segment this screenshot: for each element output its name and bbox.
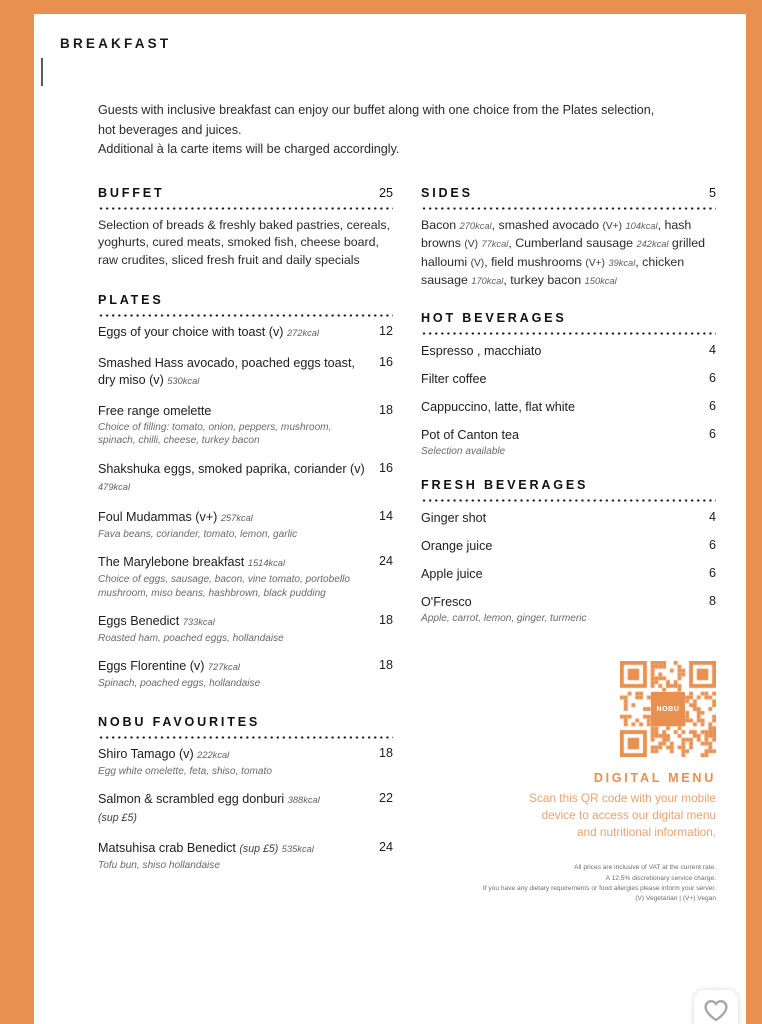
fineprint-line-2: A 12.5% discretionary service charge. bbox=[605, 874, 716, 882]
sides-description: Bacon 270kcal, smashed avocado (V+) 104kcal, hash browns (V) 77kcal, Cumberland sausage 242kcal grilled halloumi (V), field mushrooms (V+) 39kcal, chicken sausage 170kcal, turkey bacon 150kcal bbox=[421, 217, 705, 287]
fineprint bbox=[421, 863, 716, 904]
menu-item-name: The Marylebone breakfast 1514kcal bbox=[98, 555, 286, 570]
menu-item-row bbox=[98, 403, 393, 420]
sides-title: SIDES bbox=[421, 185, 473, 200]
hot-beverages-header bbox=[421, 311, 716, 325]
intro-paragraph bbox=[98, 101, 722, 160]
menu-item-price: 6 bbox=[708, 426, 716, 441]
menu-item-price: 6 bbox=[708, 398, 716, 413]
divider-dots bbox=[98, 736, 393, 739]
menu-item-row bbox=[98, 746, 393, 764]
plates-title: PLATES bbox=[98, 293, 164, 307]
intro-line-1: Guests with inclusive breakfast can enjoy our buffet along with one choice from the Plates selection, bbox=[98, 103, 655, 117]
menu-item bbox=[421, 566, 716, 583]
menu-item-price: 24 bbox=[378, 840, 393, 855]
menu-item-price: 14 bbox=[378, 508, 393, 523]
section-nobu-favourites bbox=[98, 715, 393, 873]
nobu-logo: NOBU bbox=[651, 692, 685, 726]
menu-page bbox=[34, 14, 746, 1024]
menu-columns bbox=[98, 186, 722, 905]
nobu-favourites-items bbox=[98, 746, 393, 873]
qr-code[interactable] bbox=[620, 661, 716, 757]
menu-item-price: 18 bbox=[378, 658, 393, 673]
page-title: BREAKFAST bbox=[60, 36, 172, 51]
menu-item-price: 22 bbox=[378, 791, 393, 806]
menu-item-description: Roasted ham, poached eggs, hollandaise bbox=[98, 633, 284, 645]
menu-item-price: 18 bbox=[378, 403, 393, 417]
menu-item bbox=[421, 399, 716, 416]
menu-item bbox=[98, 746, 393, 778]
menu-item-row bbox=[421, 427, 716, 444]
menu-item-row bbox=[421, 566, 716, 583]
menu-item-price: 4 bbox=[708, 509, 716, 524]
fineprint-line-3: If you have any dietary requirements or food allergies please inform your server. bbox=[482, 884, 716, 892]
fineprint-line-4: (V) Vegetarian | (V+) Vegan bbox=[635, 894, 716, 902]
menu-item-price: 4 bbox=[708, 342, 716, 357]
menu-item-name: Matsuhisa crab Benedict (sup £5) 535kcal bbox=[98, 841, 314, 856]
menu-item-row bbox=[98, 791, 393, 809]
menu-item-price: 6 bbox=[708, 370, 716, 385]
divider-dots bbox=[98, 314, 393, 317]
left-column bbox=[98, 186, 393, 905]
fresh-beverages-title: FRESH BEVERAGES bbox=[421, 477, 589, 492]
fineprint-line-1: All prices are inclusive of VAT at the current rate. bbox=[574, 864, 716, 872]
menu-item-price: 18 bbox=[378, 745, 393, 760]
heart-icon bbox=[703, 999, 729, 1022]
menu-item-description: Choice of eggs, sausage, bacon, vine tomato, portobello mushroom, miso beans, hashbrown, black pudding bbox=[98, 574, 350, 599]
menu-item-row bbox=[98, 840, 393, 858]
menu-item-price: 6 bbox=[708, 537, 716, 552]
section-plates bbox=[98, 293, 393, 691]
fresh-beverages-items bbox=[421, 510, 716, 625]
menu-item-description: Choice of filling: tomato, onion, peppers, mushroom, spinach, chilli, cheese, turkey bacon bbox=[98, 422, 332, 447]
menu-item bbox=[98, 840, 393, 872]
digital-menu-line-1: Scan this QR code with your mobile bbox=[529, 791, 716, 806]
menu-item-row bbox=[421, 510, 716, 527]
menu-item bbox=[98, 403, 393, 448]
plates-header bbox=[98, 293, 393, 307]
divider-dots bbox=[421, 499, 716, 502]
hot-beverages-items bbox=[421, 343, 716, 458]
buffet-title: BUFFET bbox=[98, 185, 165, 200]
menu-item-name: Eggs of your choice with toast (v) 272kcal bbox=[98, 325, 320, 339]
menu-item-name: Eggs Benedict 733kcal bbox=[98, 614, 215, 629]
section-buffet bbox=[98, 186, 393, 270]
buffet-description: Selection of breads & freshly baked pastries, cereals, yoghurts, cured meats, smoked fish, cheese board, raw crudites, sliced fresh fruit and daily specials bbox=[98, 217, 391, 267]
menu-item-description: Fava beans, coriander, tomato, lemon, garlic bbox=[98, 528, 298, 540]
menu-item-row bbox=[421, 594, 716, 611]
menu-item bbox=[421, 427, 716, 458]
menu-item bbox=[98, 509, 393, 541]
menu-item-description: Selection available bbox=[421, 445, 506, 457]
menu-item-name: Orange juice bbox=[421, 538, 493, 553]
hot-beverages-title: HOT BEVERAGES bbox=[421, 310, 567, 325]
menu-item-row bbox=[421, 399, 716, 416]
divider-dots bbox=[421, 207, 716, 210]
menu-item-row bbox=[98, 355, 393, 390]
menu-item-row bbox=[98, 509, 393, 527]
menu-item-row bbox=[421, 371, 716, 388]
menu-item-price: 24 bbox=[378, 554, 393, 569]
menu-item-price: 6 bbox=[708, 565, 716, 580]
menu-item-name: Cappuccino, latte, flat white bbox=[421, 399, 576, 414]
menu-item bbox=[421, 510, 716, 527]
menu-item-name: Filter coffee bbox=[421, 371, 487, 386]
menu-item-name: O'Fresco bbox=[421, 594, 472, 609]
section-fresh-beverages bbox=[421, 478, 716, 625]
menu-item-name: Foul Mudammas (v+) 257kcal bbox=[98, 509, 253, 524]
digital-menu-line-3: and nutritional information. bbox=[576, 825, 716, 840]
divider-dots bbox=[421, 332, 716, 335]
menu-item-price: 16 bbox=[378, 355, 393, 369]
intro-line-3: Additional à la carte items will be charged accordingly. bbox=[98, 142, 400, 156]
digital-menu-promo bbox=[421, 661, 716, 841]
menu-item-name: Espresso , macchiato bbox=[421, 343, 542, 358]
menu-item-price: 16 bbox=[378, 460, 393, 475]
nobu-favourites-title: NOBU FAVOURITES bbox=[98, 714, 261, 729]
menu-item-name: Pot of Canton tea bbox=[421, 427, 520, 442]
menu-item-name: Ginger shot bbox=[421, 510, 487, 525]
menu-item bbox=[421, 343, 716, 360]
menu-item-row bbox=[98, 324, 393, 342]
sides-price: 5 bbox=[708, 185, 716, 200]
menu-item-row bbox=[421, 343, 716, 360]
menu-item-row bbox=[421, 538, 716, 555]
menu-item-name: Salmon & scrambled egg donburi 388kcal bbox=[98, 792, 320, 807]
menu-item-name: Shakshuka eggs, smoked paprika, coriander (v) 479kcal bbox=[98, 461, 365, 492]
section-hot-beverages bbox=[421, 311, 716, 458]
fresh-beverages-header bbox=[421, 478, 716, 492]
digital-menu-title: DIGITAL MENU bbox=[593, 771, 716, 786]
menu-item bbox=[421, 371, 716, 388]
menu-item-name: Apple juice bbox=[421, 566, 483, 581]
right-column bbox=[421, 186, 716, 905]
qr-code-wrap[interactable] bbox=[421, 661, 716, 757]
menu-item-name: Shiro Tamago (v) 222kcal bbox=[98, 746, 230, 761]
menu-item bbox=[98, 355, 393, 390]
menu-item-row bbox=[98, 613, 393, 631]
menu-item-description: Egg white omelette, feta, shiso, tomato bbox=[98, 765, 272, 777]
menu-item bbox=[98, 554, 393, 600]
menu-item-name: Eggs Florentine (v) 727kcal bbox=[98, 659, 240, 674]
menu-item bbox=[421, 594, 716, 625]
menu-item-row bbox=[98, 461, 393, 496]
plates-items bbox=[98, 324, 393, 691]
digital-menu-text bbox=[421, 790, 716, 841]
text-cursor bbox=[41, 58, 43, 86]
menu-item bbox=[98, 613, 393, 645]
menu-item-description: Spinach, poached eggs, hollandaise bbox=[98, 678, 261, 690]
intro-line-2: hot beverages and juices. bbox=[98, 122, 242, 137]
menu-item-description: Tofu bun, shiso hollandaise bbox=[98, 860, 220, 872]
favorite-button[interactable] bbox=[694, 990, 738, 1024]
menu-item bbox=[98, 791, 393, 827]
menu-item-supplement: (sup £5) bbox=[98, 812, 137, 825]
buffet-header bbox=[98, 186, 393, 200]
menu-item-price: 12 bbox=[378, 324, 393, 338]
section-sides bbox=[421, 186, 716, 291]
menu-item bbox=[98, 658, 393, 690]
menu-item-name: Free range omelette bbox=[98, 404, 212, 418]
nobu-favourites-header bbox=[98, 715, 393, 729]
digital-menu-line-2: device to access our digital menu bbox=[541, 808, 716, 823]
menu-item-description: Apple, carrot, lemon, ginger, turmeric bbox=[421, 612, 587, 624]
menu-item-row bbox=[98, 554, 393, 572]
menu-item-name: Smashed Hass avocado, poached eggs toast, dry miso (v) 530kcal bbox=[98, 356, 355, 387]
buffet-price: 25 bbox=[378, 185, 393, 200]
divider-dots bbox=[98, 207, 393, 210]
menu-item-price: 18 bbox=[378, 613, 393, 628]
menu-item bbox=[98, 461, 393, 496]
sides-header bbox=[421, 186, 716, 200]
menu-item-price: 8 bbox=[708, 593, 716, 608]
menu-item-row bbox=[98, 658, 393, 676]
menu-item bbox=[98, 324, 393, 342]
menu-item bbox=[421, 538, 716, 555]
